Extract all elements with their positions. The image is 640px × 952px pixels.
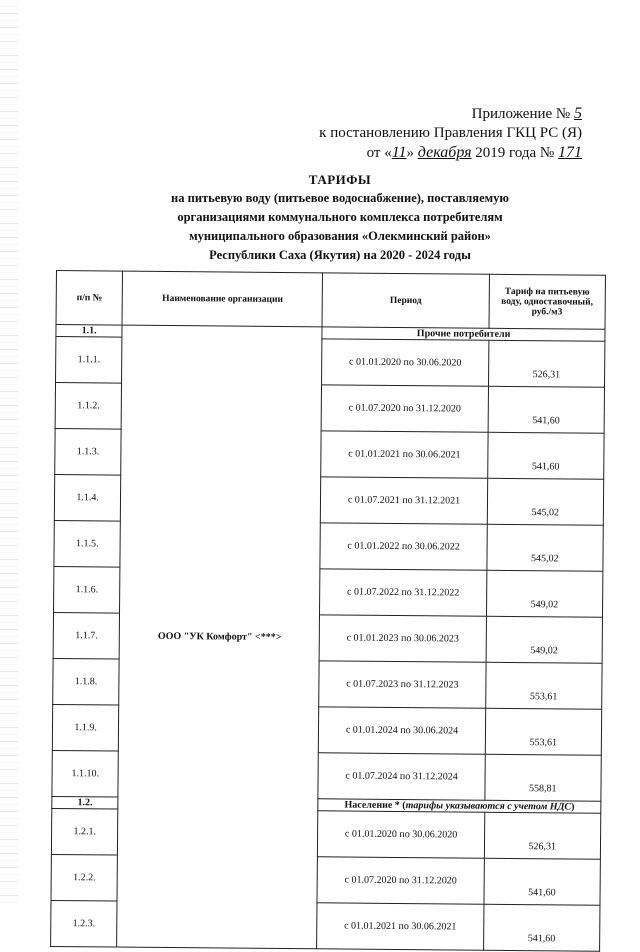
row-period: с 01.01.2021 по 30.06.2021 xyxy=(321,431,488,478)
row-value: 545,02 xyxy=(487,478,604,525)
header-num: п/п № xyxy=(56,271,123,326)
row-num: 1.1.3. xyxy=(55,428,122,475)
appendix-header xyxy=(319,104,582,163)
title-line-1: на питьевую воду (питьевое водоснабжение), поставляемую xyxy=(171,191,509,205)
row-value: 549,02 xyxy=(486,616,603,663)
row-value: 545,02 xyxy=(487,524,604,571)
row-period: с 01.07.2023 по 31.12.2023 xyxy=(319,661,486,708)
row-value: 541,60 xyxy=(483,904,600,951)
row-period: с 01.01.2024 по 30.06.2024 xyxy=(319,707,486,754)
title-line-2: организациями коммунального комплекса потребителям xyxy=(177,210,503,224)
organization-name: ООО "УК Комфорт" <***> xyxy=(117,325,322,949)
row-value: 553,61 xyxy=(485,662,602,709)
scan-edge-artifact xyxy=(0,0,18,905)
title-line-4: Республики Саха (Якутия) на 2020 - 2024 годы xyxy=(209,248,471,262)
appendix-line-3: от «11» декабря 2019 года № 171 xyxy=(366,144,582,161)
row-num: 1.1.9. xyxy=(52,704,119,751)
row-num: 1.1.6. xyxy=(54,566,121,613)
row-value: 526,31 xyxy=(488,340,605,387)
row-value: 541,60 xyxy=(484,858,601,905)
row-num: 1.2.3. xyxy=(51,900,118,947)
row-value: 553,61 xyxy=(485,708,602,755)
document-title xyxy=(150,170,530,265)
row-num: 1.1.1. xyxy=(56,337,123,384)
row-period: с 01.07.2021 по 31.12.2021 xyxy=(321,477,488,524)
row-num: 1.1.2. xyxy=(55,383,122,430)
tariff-table xyxy=(50,270,606,952)
row-period: с 01.01.2020 по 30.06.2020 xyxy=(322,339,489,386)
row-value: 526,31 xyxy=(484,812,601,859)
appendix-line-2: к постановлению Правления ГКЦ РС (Я) xyxy=(319,125,582,141)
row-num: 1.1.4. xyxy=(54,474,121,521)
row-num: 1.1.10. xyxy=(52,750,119,797)
group-num: 1.2. xyxy=(52,796,118,809)
appendix-day: 11 xyxy=(391,144,407,161)
appendix-line-1: Приложение № 5 xyxy=(471,105,582,122)
row-num: 1.1.7. xyxy=(53,612,120,659)
row-period: с 01.07.2024 по 31.12.2024 xyxy=(318,753,485,800)
row-num: 1.2.2. xyxy=(51,854,118,901)
row-value: 541,60 xyxy=(488,386,605,433)
appendix-decree-number: 171 xyxy=(558,144,582,161)
row-period: с 01.01.2022 по 30.06.2022 xyxy=(320,523,487,570)
group-title: Прочие потребители xyxy=(322,327,605,341)
row-num: 1.1.5. xyxy=(54,520,121,567)
row-period: с 01.07.2020 по 31.12.2020 xyxy=(317,857,484,904)
row-value: 549,02 xyxy=(486,570,603,617)
appendix-number: 5 xyxy=(574,105,582,122)
header-period: Период xyxy=(322,273,489,328)
row-period: с 01.01.2021 по 30.06.2021 xyxy=(317,903,484,950)
group-title: Население * (тарифы указываются с учетом НДС) xyxy=(318,799,601,813)
title-line-3: муниципального образования «Олекминский район» xyxy=(189,229,491,243)
row-period: с 01.01.2020 по 30.06.2020 xyxy=(318,811,485,858)
row-num: 1.1.8. xyxy=(53,658,120,705)
appendix-month: декабря xyxy=(417,144,472,161)
row-period: с 01.07.2020 по 31.12.2020 xyxy=(321,385,488,432)
table-header-row xyxy=(56,271,605,330)
row-value: 541,60 xyxy=(487,432,604,479)
row-value: 558,81 xyxy=(485,754,602,801)
group-num: 1.1. xyxy=(56,325,122,338)
title-heading: ТАРИФЫ xyxy=(308,172,372,187)
header-org: Наименование организации xyxy=(122,271,322,327)
row-period: с 01.01.2023 по 30.06.2023 xyxy=(319,615,486,662)
row-period: с 01.07.2022 по 31.12.2022 xyxy=(320,569,487,616)
header-tariff: Тариф на питьевую воду, одноставочный, руб./м3 xyxy=(489,274,606,329)
row-num: 1.2.1. xyxy=(51,808,118,855)
